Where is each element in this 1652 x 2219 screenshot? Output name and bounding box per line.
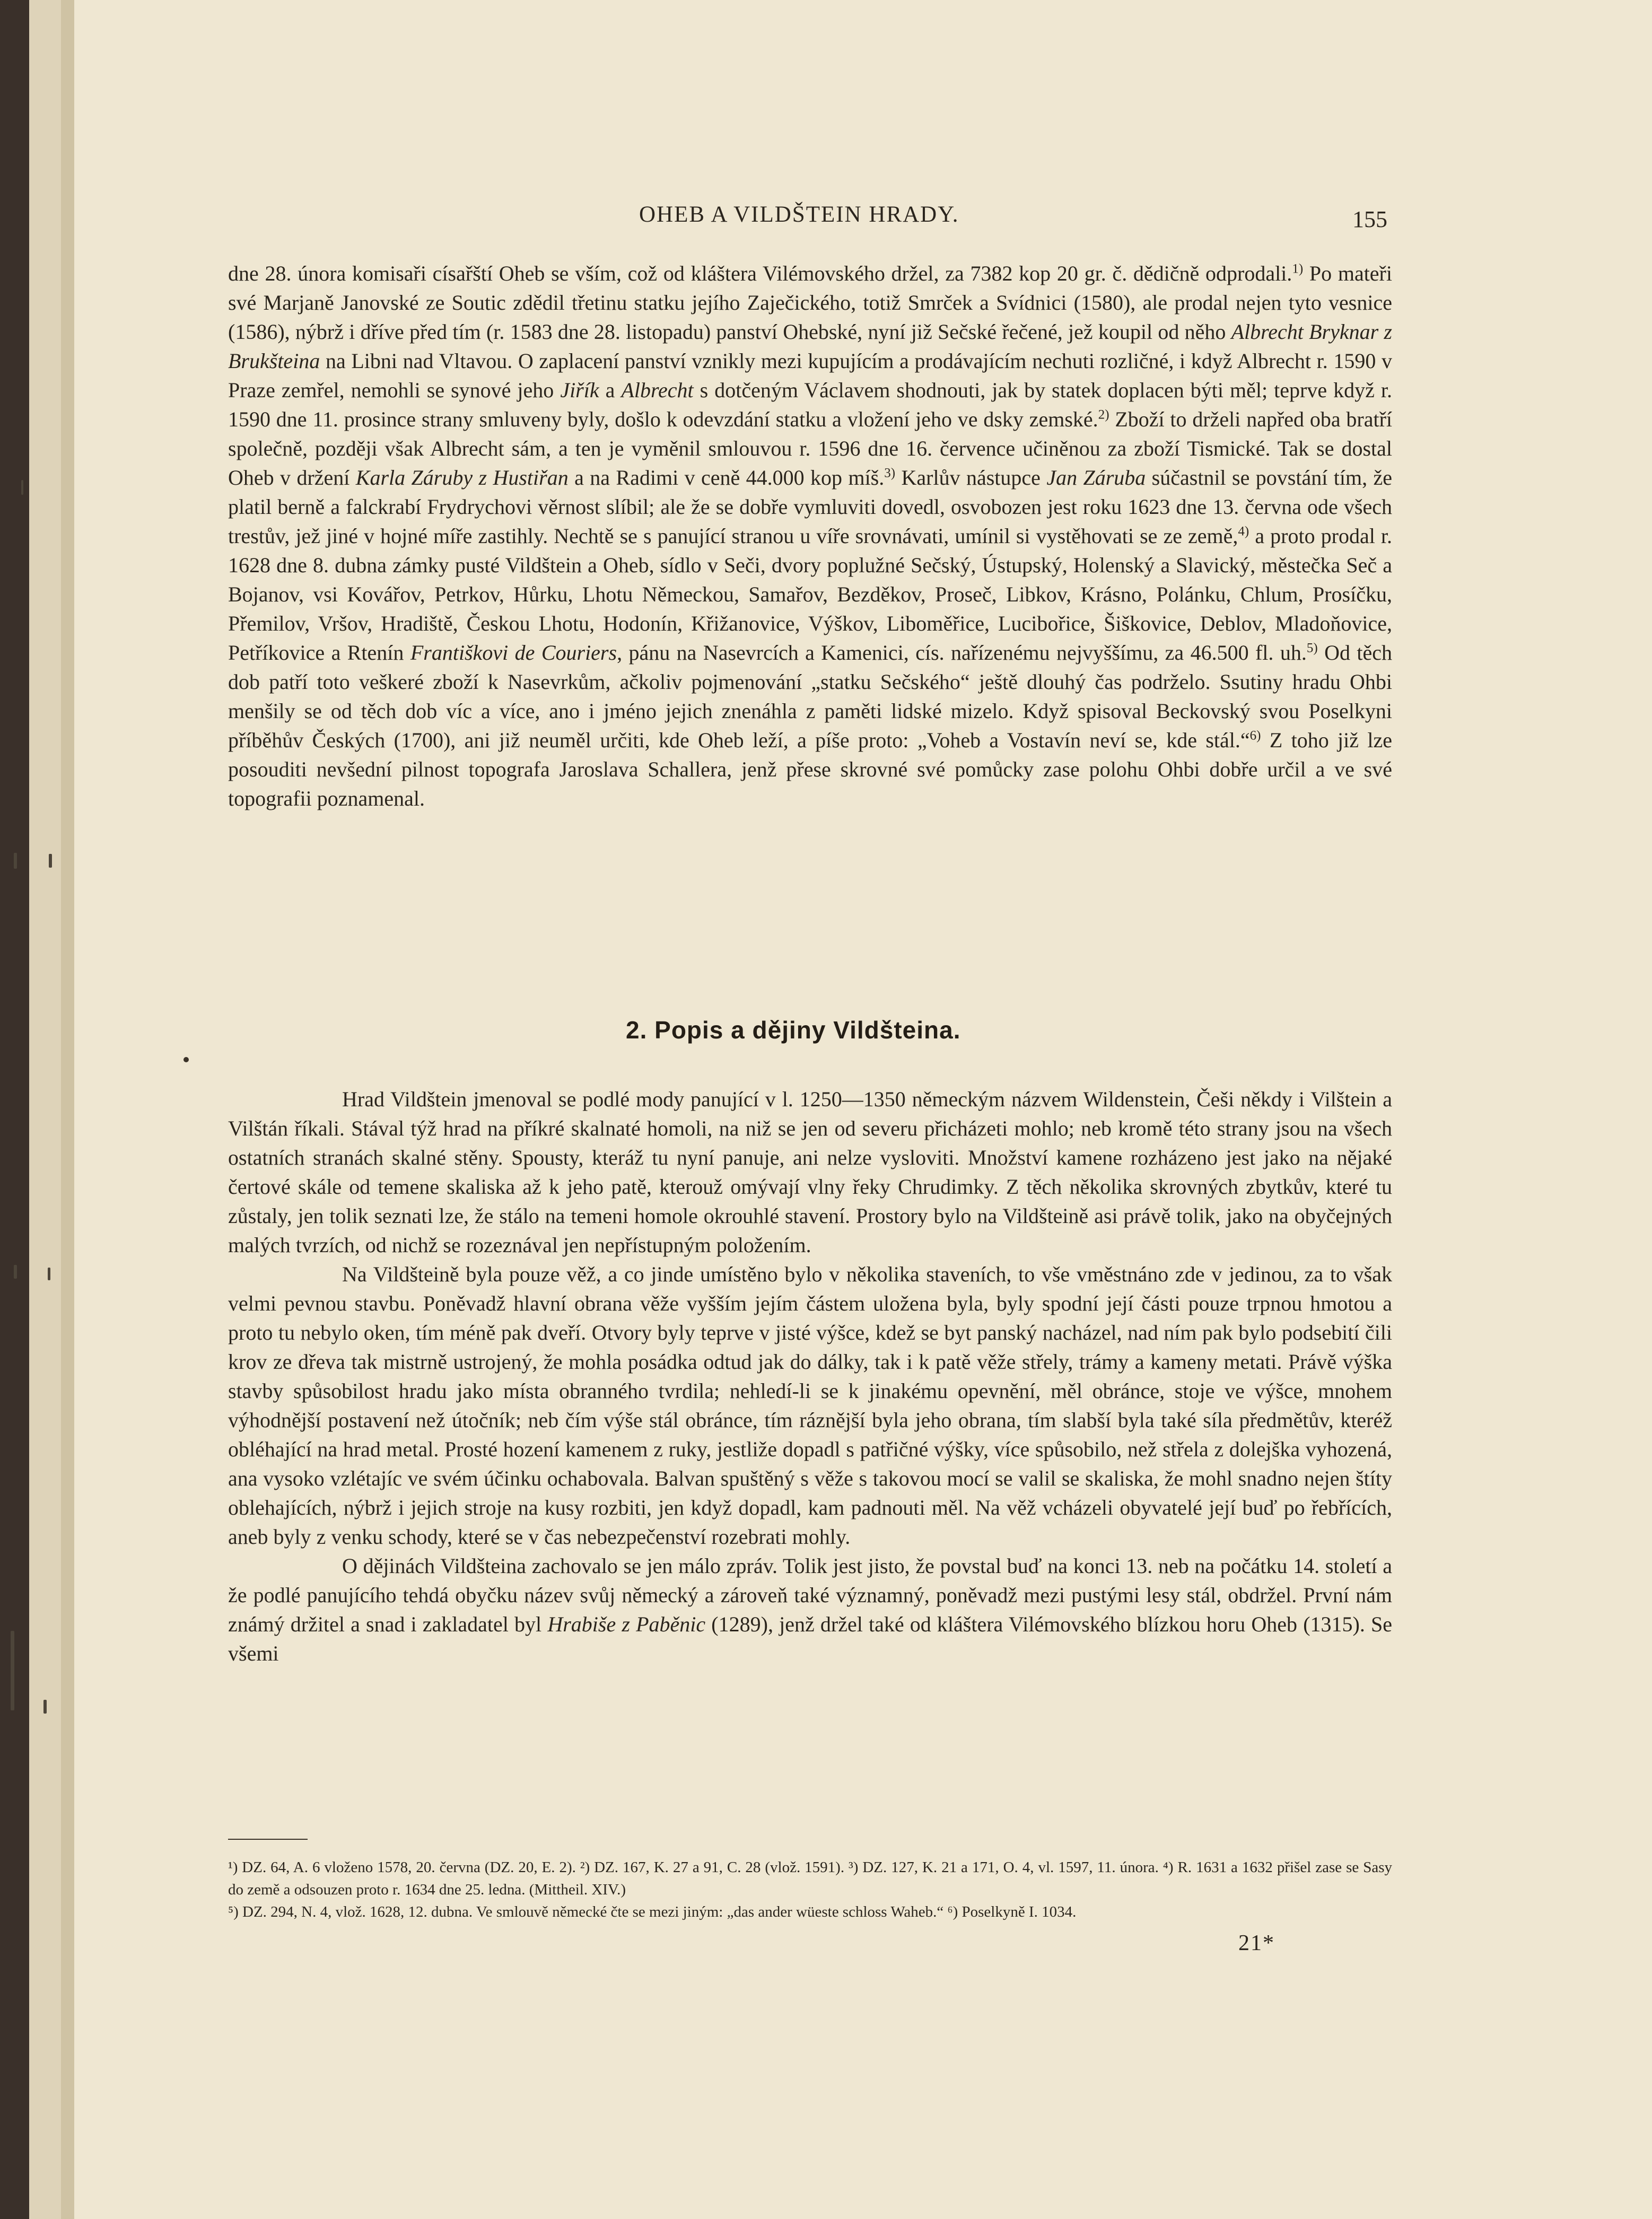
person-name: Albrecht Bryknar z Brukšteina [228, 320, 1392, 373]
page-number: 155 [1352, 206, 1387, 232]
margin-mark [14, 853, 17, 869]
paragraph: O dějinách Vildšteina zachovalo se jen málo zpráv. Tolik jest jisto, že povstal buď na konci 13. neb na počátku 14. století a že podlé panujícího tehdá obyčku název svůj německý a zároveň také významný, poněvadž mezi pustými lesy stál, obdržel. První nám známý držitel a snad i zakladatel byl Hrabiše z Paběnic (1289), jenž držel také od kláštera Vilémovského blízkou horu Oheb (1315). Se všemi [228, 1554, 1392, 1665]
scan-dark-edge [0, 0, 29, 2219]
margin-mark [43, 1700, 47, 1714]
margin-mark [21, 480, 23, 495]
signature-mark: 21* [1238, 1931, 1275, 1955]
footnote-ref: 2) [1098, 407, 1109, 422]
person-name: Jiřík [560, 378, 599, 402]
person-name: Jan Záruba [1046, 466, 1146, 490]
margin-mark [11, 1631, 14, 1710]
body-text-top [228, 259, 1392, 813]
paragraph: Na Vildšteině byla pouze věž, a co jinde umístěno bylo v několika staveních, to vše vměstnáno zde v jedinou, za to však velmi pevnou stavbu. Poněvadž hlavní obrana věže vyšším jejím částem uložena byla, byly spodní její části pouze trpnou hmotou a proto tu nebylo oken, tím méně pak dveří. Otvory byly teprve v jisté výšce, kdež se byt panský nacházel, nad ním pak bylo podsebití čili krov ze dřeva tak mistrně ustrojený, že mohla posádka odtud jak do dálky, tak i k patě věže střely, trámy a kameny metati. Právě výška stavby spůsobilost hradu jako místa obranného tvrdila; nehledí-li se k jinakému opevnění, měl obránce, stoje ve výšce, mnohem výhodnější postavení než útočník; neb čím výše stál obránce, tím ráznější byla jeho obrana, tím slabší byla také síla předmětův, kteréž obléhající na hrad metal. Prosté hození kamenem z ruky, jestliže dopadl s patřičné výšky, více spůsobilo, než střela z dolejška vyhozená, ana vysoko vzlétajíc ve svém účinku ochabovala. Balvan spuštěný s věže s takovou mocí se valil se skaliska, že mohl snadno nejen štíty oblehajících, nýbrž i jejich stroje na kusy rozbiti, jen když dopadl, kam padnouti měl. Na věž vcházeli obyvatelé její buď po řebřících, aneb byly z venku schody, které se v čas nebezpečenství rozebrati mohly. [228, 1262, 1392, 1549]
paragraph: dne 28. února komisaři císařští Oheb se vším, což od kláštera Vilémovského držel, za 7382 kop 20 gr. č. dědičně odprodali.$^{1)}$ Po mateři své Marjaně Janovské ze Soutic zdědil třetinu statku jejího Zaječického, totiž Smrček a Svídnici (1580), ale prodal nejen tyto vesnice (1586), nýbrž i dříve před tím (r. 1583 dne 28. listopadu) panství Ohebské, nyní již Sečské řečené, jež koupil od něho Albrecht Bryknar z Brukšteina na Libni nad Vltavou. O zaplacení panství vznikly mezi kupujícím a prodávajícím nechuti rozličné, i když Albrecht r. 1590 v Praze zemřel, nemohli se synové jeho Jiřík a Albrecht s dotčeným Václavem shodnouti, jak by statek doplacen býti měl; teprve když r. 1590 dne 11. prosince strany smluveny byly, došlo k odevzdání statku a vložení jeho ve dsky zemské.$^{2)}$ Zboží to drželi napřed oba bratří společně, později však Albrecht sám, a ten je vyměnil smlouvou r. 1596 dne 16. července učiněnou za zboží Tismické. Tak se dostal Oheb v držení Karla Záruby z Hustiřan a na Radimi v ceně 44.000 kop míš.$^{3)}$ Karlův nástupce Jan Záruba súčastnil se povstání tím, že platil berně a falckrabí Frydrychovi věrnost slíbil; ale že se dobře vymluviti dovedl, osvobozen jest roku 1623 dne 13. června ode všech trestův, jež jiné v hojné míře zastihly. Nechtě se s panující stranou u víře srovnávati, umínil si vystěhovati se ze země,$^{4)}$ a proto prodal r. 1628 dne 8. dubna zámky pusté Vildštein a Oheb, sídlo v Seči, dvory poplužné Sečský, Ústupský, Holenský a Slavický, městečka Seč a Bojanov, vsi Kovářov, Petrkov, Hůrku, Lhotu Německou, Samařov, Bezděkov, Proseč, Libkov, Krásno, Polánku, Chlum, Prosíčku, Přemilov, Vršov, Hradiště, Českou Lhotu, Hodonín, Křižanovice, Výškov, Liboměřice, Lucibořice, Šiškovice, Deblov, Mladoňovice, Petříkovice a Rtenín Františkovi de Couriers, pánu na Nasevrcích a Kamenici, cís. nařízenému nejvyššímu, za 46.500 fl. uh.$^{5)}$ Od těch dob patří toto veškeré zboží k Nasevrkům, ačkoliv pojmenování „statku Sečského“ ještě dlouhý čas podrželo. Ssutiny hradu Ohbi menšily se od těch dob víc a více, ano i jméno jejich znenáhla z paměti lidské mizelo. Když spisoval Beckovský svou Poselkyni příběhův Českých (1700), ani již neuměl určiti, kde Oheb leží, a píše proto: „Voheb a Vostavín neví se, kde stál.“$^{6)}$ Z toho již lze posouditi nevšední pilnost topografa Jaroslava Schallera, jenž přese skrovné své pomůcky zase polohu Ohbi dobře určil a ve své topografii poznamenal. [228, 261, 1393, 810]
margin-dot [183, 1057, 189, 1062]
footnote-rule [228, 1839, 308, 1840]
person-name: Albrecht [621, 378, 694, 402]
footnote-ref: 5) [1306, 641, 1318, 656]
person-name: Hrabiše z Paběnic [547, 1612, 706, 1636]
footnote-ref: 4) [1238, 524, 1249, 539]
footnote-ref: 1) [1292, 261, 1304, 276]
footnote-ref: 6) [1249, 728, 1261, 743]
person-name: Karla Záruby z Hustiřan [355, 466, 569, 490]
scan-page-gutter [29, 0, 61, 2219]
margin-mark [14, 1265, 17, 1279]
footnotes [228, 1856, 1392, 1923]
margin-mark [49, 854, 52, 868]
footnote-line: ⁵) DZ. 294, N. 4, vlož. 1628, 12. dubna. Ve smlouvě německé čte se mezi jiným: „das ander wüeste schloss Waheb.“ ⁶) Poselkyně I. 1034. [228, 1903, 1077, 1920]
running-head: OHEB A VILDŠTEIN HRADY. [639, 202, 959, 227]
footnote-line: ¹) DZ. 64, A. 6 vloženo 1578, 20. června (DZ. 20, E. 2). ²) DZ. 167, K. 27 a 91, C. 28 (vlož. 1591). ³) DZ. 127, K. 21 a 171, O. 4, vl. 1597, 11. února. ⁴) R. 1631 a 1632 přišel zase se Sasy do země a odsouzen proto r. 1634 dne 25. ledna. (Mittheil. XIV.) [228, 1859, 1392, 1898]
section-heading: 2. Popis a dějiny Vildšteina. [626, 1016, 961, 1044]
margin-mark [48, 1268, 50, 1280]
body-text-section [228, 1085, 1392, 1668]
person-name: Františkovi de Couriers [410, 641, 617, 665]
paragraph: Hrad Vildštein jmenoval se podlé mody panující v l. 1250—1350 německým názvem Wildenstein, Češi někdy i Vilštein a Vilštán říkali. Stával týž hrad na příkré skalnaté homoli, na niž se jen od severu přicházeti mohlo; neb kromě této strany jsou na všech ostatních stranách skalné stěny. Spousty, kteráž tu nyní panuje, ani nelze vysloviti. Množství kamene rozházeno jest jako na nějaké čertové skále od temene skaliska až k jeho patě, kterouž omývají vlny řeky Chrudimky. Z těch několika skrovných zbytkův, které tu zůstaly, jen tolik seznati lze, že stálo na temeni homole okrouhlé stavení. Prostory bylo na Vildšteině asi právě tolik, jako na obyčejných malých tvrzích, od nichž se rozeznával jen nepřístupným položením. [228, 1087, 1392, 1257]
footnote-ref: 3) [884, 466, 896, 481]
scan-page-shadow [61, 0, 74, 2219]
